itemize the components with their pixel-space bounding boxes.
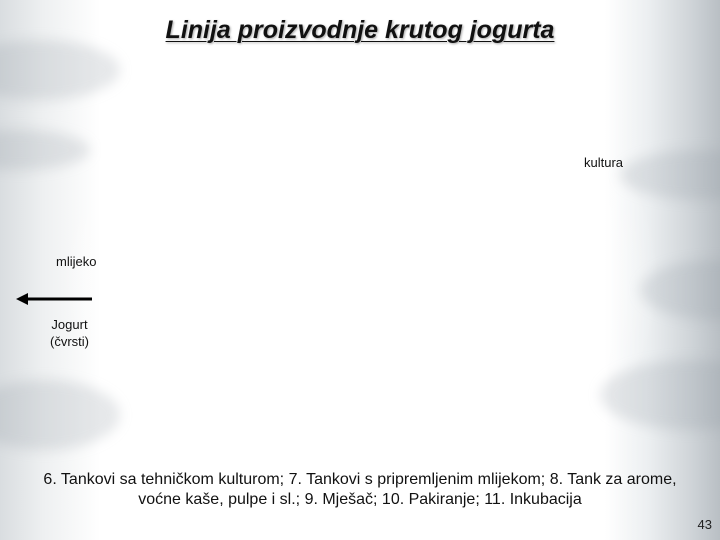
milk-label: mlijeko [56,254,97,269]
slide-title: Linija proizvodnje krutog jogurta [165,16,555,44]
arrow-left-icon [14,289,94,309]
page-number: 43 [697,517,712,532]
legend-caption [8,470,712,510]
yogurt-label-line2: (čvrsti) [50,334,89,349]
legend-caption-line2: voćne kaše, pulpe i sl.; 9. Mješač; 10. Pakiranje; 11. Inkubacija [138,491,582,508]
background-texture [0,40,120,100]
background-texture [0,380,120,450]
background-texture [640,260,720,320]
background-texture [0,130,90,170]
yogurt-label [50,316,89,350]
yogurt-label-line1: Jogurt [51,317,88,332]
background-texture [620,150,720,200]
culture-label: kultura [584,155,624,170]
legend-caption-line1: 6. Tankovi sa tehničkom kulturom; 7. Tankovi s pripremljenim mlijekom; 8. Tank za arome, [43,471,677,488]
background-texture [600,360,720,430]
